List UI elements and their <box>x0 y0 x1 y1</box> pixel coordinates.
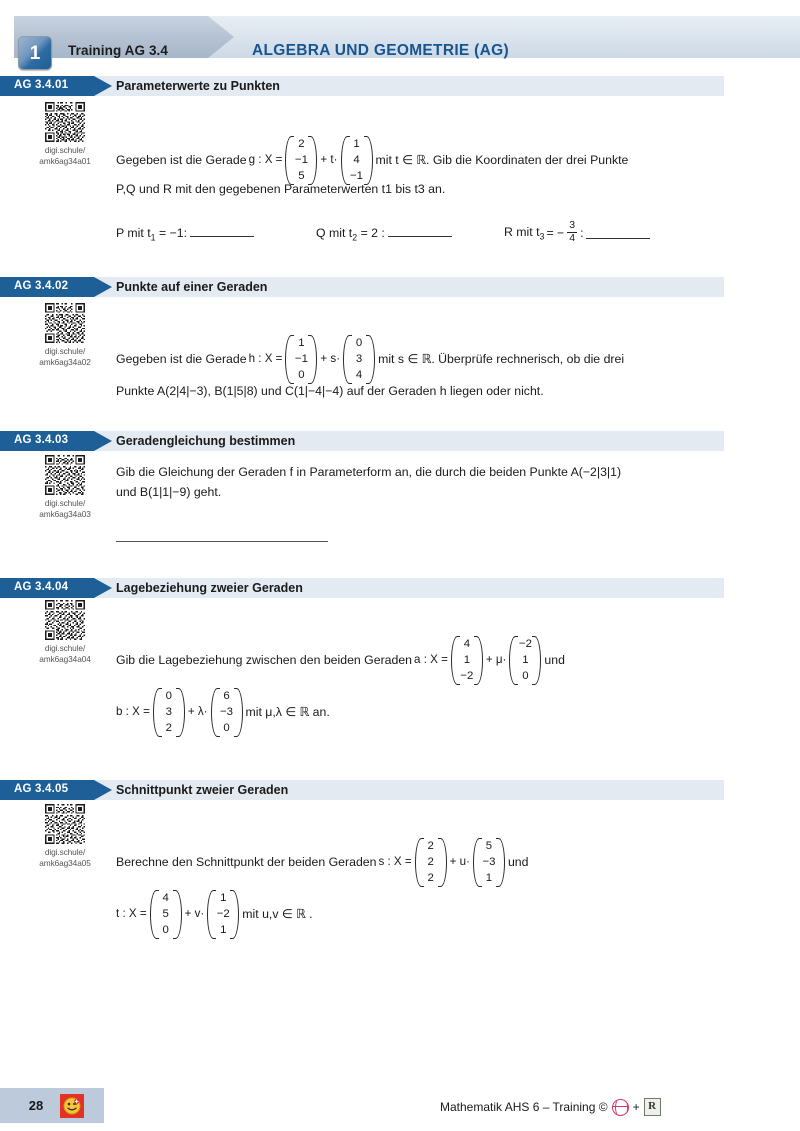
smiley-face-glyph <box>62 1096 82 1116</box>
oebv-logo-icon <box>612 1099 629 1116</box>
vector-a-direction: −2 1 0 <box>509 636 541 685</box>
vector-support-point: 2 −1 5 <box>285 136 317 185</box>
exercise-title: Parameterwerte zu Punkten <box>116 79 280 93</box>
qr-caption-line1: digi.schule/ <box>44 145 86 155</box>
statement-text-1: Gegeben ist die Gerade <box>116 351 247 366</box>
exercise-title: Lagebeziehung zweier Geraden <box>116 581 303 595</box>
line-name: h : X = <box>248 352 283 366</box>
answer-blank-p[interactable] <box>190 226 254 237</box>
exercise-statement-line2: und B(1|1|−9) geht. <box>116 485 222 499</box>
answer-fraction-r: $\frac{3}{4}$ <box>569 219 576 244</box>
exercise-tag-label: AG 3.4.03 <box>14 434 69 446</box>
answer-label-r-post: = − <box>546 225 565 240</box>
line-name-b: b : X = <box>116 705 150 719</box>
statement-text-1: Gegeben ist die Gerade <box>116 152 247 167</box>
vector-operator-v: + v· <box>184 907 205 921</box>
qr-caption-line1: digi.schule/ <box>44 346 86 356</box>
vector-operator-u: + u· <box>449 855 470 869</box>
chapter-number-badge: 1 <box>18 36 52 70</box>
answer-slot-p[interactable] <box>116 224 254 245</box>
vector-b-support: 0 3 2 <box>153 688 185 737</box>
answer-slot-r[interactable] <box>504 221 650 246</box>
training-label: Training AG 3.4 <box>68 43 169 58</box>
r-logo-icon: R <box>644 1098 661 1116</box>
exercise-header-bar <box>0 277 800 297</box>
exercise-header-bar <box>0 76 800 96</box>
qr-caption-line2: amk6ag34a01 <box>39 155 91 166</box>
exercise-title: Punkte auf einer Geraden <box>116 280 268 294</box>
answer-slot-q[interactable] <box>316 224 452 245</box>
answer-label-q-pre: Q mit t <box>316 226 353 240</box>
vector-t-support: 4 5 0 <box>150 890 182 939</box>
exercise-statement-line2: P,Q und R mit den gegebenen Parameterwerten t1 bis t3 an. <box>116 182 446 196</box>
qr-code-icon[interactable] <box>45 804 85 844</box>
exercise-tag-label: AG 3.4.02 <box>14 280 69 292</box>
exercise-statement-second-line <box>116 688 776 737</box>
answer-blank-r[interactable] <box>586 228 650 239</box>
answer-label-r-end: : <box>580 225 584 240</box>
qr-caption-line2: amk6ag34a02 <box>39 356 91 367</box>
statement-text-end: mit u,v ∈ ℝ . <box>242 906 313 921</box>
exercise-header-bar <box>0 780 800 800</box>
qr-block[interactable] <box>26 804 104 869</box>
exercise-title: Schnittpunkt zweier Geraden <box>116 783 289 797</box>
vector-direction: 0 3 4 <box>343 335 375 384</box>
qr-block[interactable] <box>26 303 104 368</box>
statement-text-2: und <box>544 652 565 667</box>
line-name-a: a : X = <box>414 653 448 667</box>
exercise-statement <box>116 838 776 887</box>
qr-block[interactable] <box>26 455 104 520</box>
qr-caption-line2: amk6ag34a03 <box>39 508 91 519</box>
statement-text-1: Gib die Lagebeziehung zwischen den beiden Geraden <box>116 652 413 667</box>
qr-block[interactable] <box>26 600 104 665</box>
statement-text-2: mit t ∈ ℝ. Gib die Koordinaten der drei Punkte <box>375 152 629 167</box>
line-name: g : X = <box>248 153 283 167</box>
winking-smiley-icon <box>60 1094 84 1118</box>
qr-caption-line1: digi.schule/ <box>44 847 86 857</box>
vector-support-point: 1 −1 0 <box>285 335 317 384</box>
vector-operator: + t· <box>320 153 338 167</box>
answer-label-r-pre: R mit t <box>504 224 540 239</box>
vector-b-direction: 6 −3 0 <box>211 688 243 737</box>
qr-caption-line2: amk6ag34a04 <box>39 653 91 664</box>
vector-a-support: 4 1 −2 <box>451 636 483 685</box>
qr-caption-line1: digi.schule/ <box>44 498 86 508</box>
answer-sub-r: 3 <box>539 231 545 242</box>
vector-direction: 1 4 −1 <box>341 136 373 185</box>
answer-label-q-post: = 2 : <box>360 226 385 240</box>
exercise-statement <box>116 636 776 685</box>
qr-code-icon[interactable] <box>45 455 85 495</box>
answer-sub-p: 1 <box>150 232 156 243</box>
answer-blank-line[interactable] <box>116 541 328 542</box>
vector-operator-mu: + μ· <box>485 653 507 667</box>
statement-text-end: mit μ,λ ∈ ℝ an. <box>245 704 330 719</box>
qr-code-icon[interactable] <box>45 303 85 343</box>
statement-text-1: Berechne den Schnittpunkt der beiden Geraden <box>116 854 377 869</box>
exercise-statement <box>116 136 776 185</box>
qr-code-icon[interactable] <box>45 600 85 640</box>
page-title: ALGEBRA UND GEOMETRIE (AG) <box>252 42 509 59</box>
vector-operator: + s· <box>320 352 341 366</box>
vector-s-direction: 5 −3 1 <box>473 838 505 887</box>
answer-sub-q: 2 <box>352 232 358 243</box>
qr-block[interactable] <box>26 102 104 167</box>
statement-text-2: und <box>507 854 529 869</box>
footer-plus: + <box>632 1100 640 1114</box>
answer-blank-q[interactable] <box>388 226 452 237</box>
exercise-title: Geradengleichung bestimmen <box>116 434 296 448</box>
vector-s-support: 2 2 2 <box>415 838 447 887</box>
exercise-statement <box>116 335 776 384</box>
exercise-statement-line1: Gib die Gleichung der Geraden f in Parameterform an, die durch die beiden Punkte A(−2|3|1) <box>116 465 622 479</box>
exercise-statement-line2: Punkte A(2|4|−3), B(1|5|8) und C(1|−4|−4) auf der Geraden h liegen oder nicht. <box>116 384 544 398</box>
exercise-tag-label: AG 3.4.04 <box>14 581 69 593</box>
statement-text-2: mit s ∈ ℝ. Überprüfe rechnerisch, ob die drei <box>378 351 625 366</box>
qr-caption-line2: amk6ag34a05 <box>39 857 91 868</box>
page-header <box>0 16 800 64</box>
exercise-tag-label: AG 3.4.05 <box>14 783 69 795</box>
line-name-s: s : X = <box>378 855 412 869</box>
exercise-header-bar <box>0 578 800 598</box>
answer-label-p-pre: P mit t <box>116 226 151 240</box>
exercise-statement-second-line <box>116 890 776 939</box>
footer-credit-text: Mathematik AHS 6 – Training © <box>440 1100 608 1114</box>
exercise-header-bar <box>0 431 800 451</box>
line-name-t: t : X = <box>116 907 147 921</box>
vector-operator-lambda: + λ· <box>187 705 208 719</box>
qr-caption-line1: digi.schule/ <box>44 643 86 653</box>
vector-t-direction: 1 −2 1 <box>207 890 239 939</box>
qr-code-icon[interactable] <box>45 102 85 142</box>
page-number: 28 <box>28 1098 44 1113</box>
answer-label-p-post: = −1: <box>158 226 188 240</box>
exercise-tag-label: AG 3.4.01 <box>14 79 69 91</box>
footer-credit <box>440 1098 740 1116</box>
